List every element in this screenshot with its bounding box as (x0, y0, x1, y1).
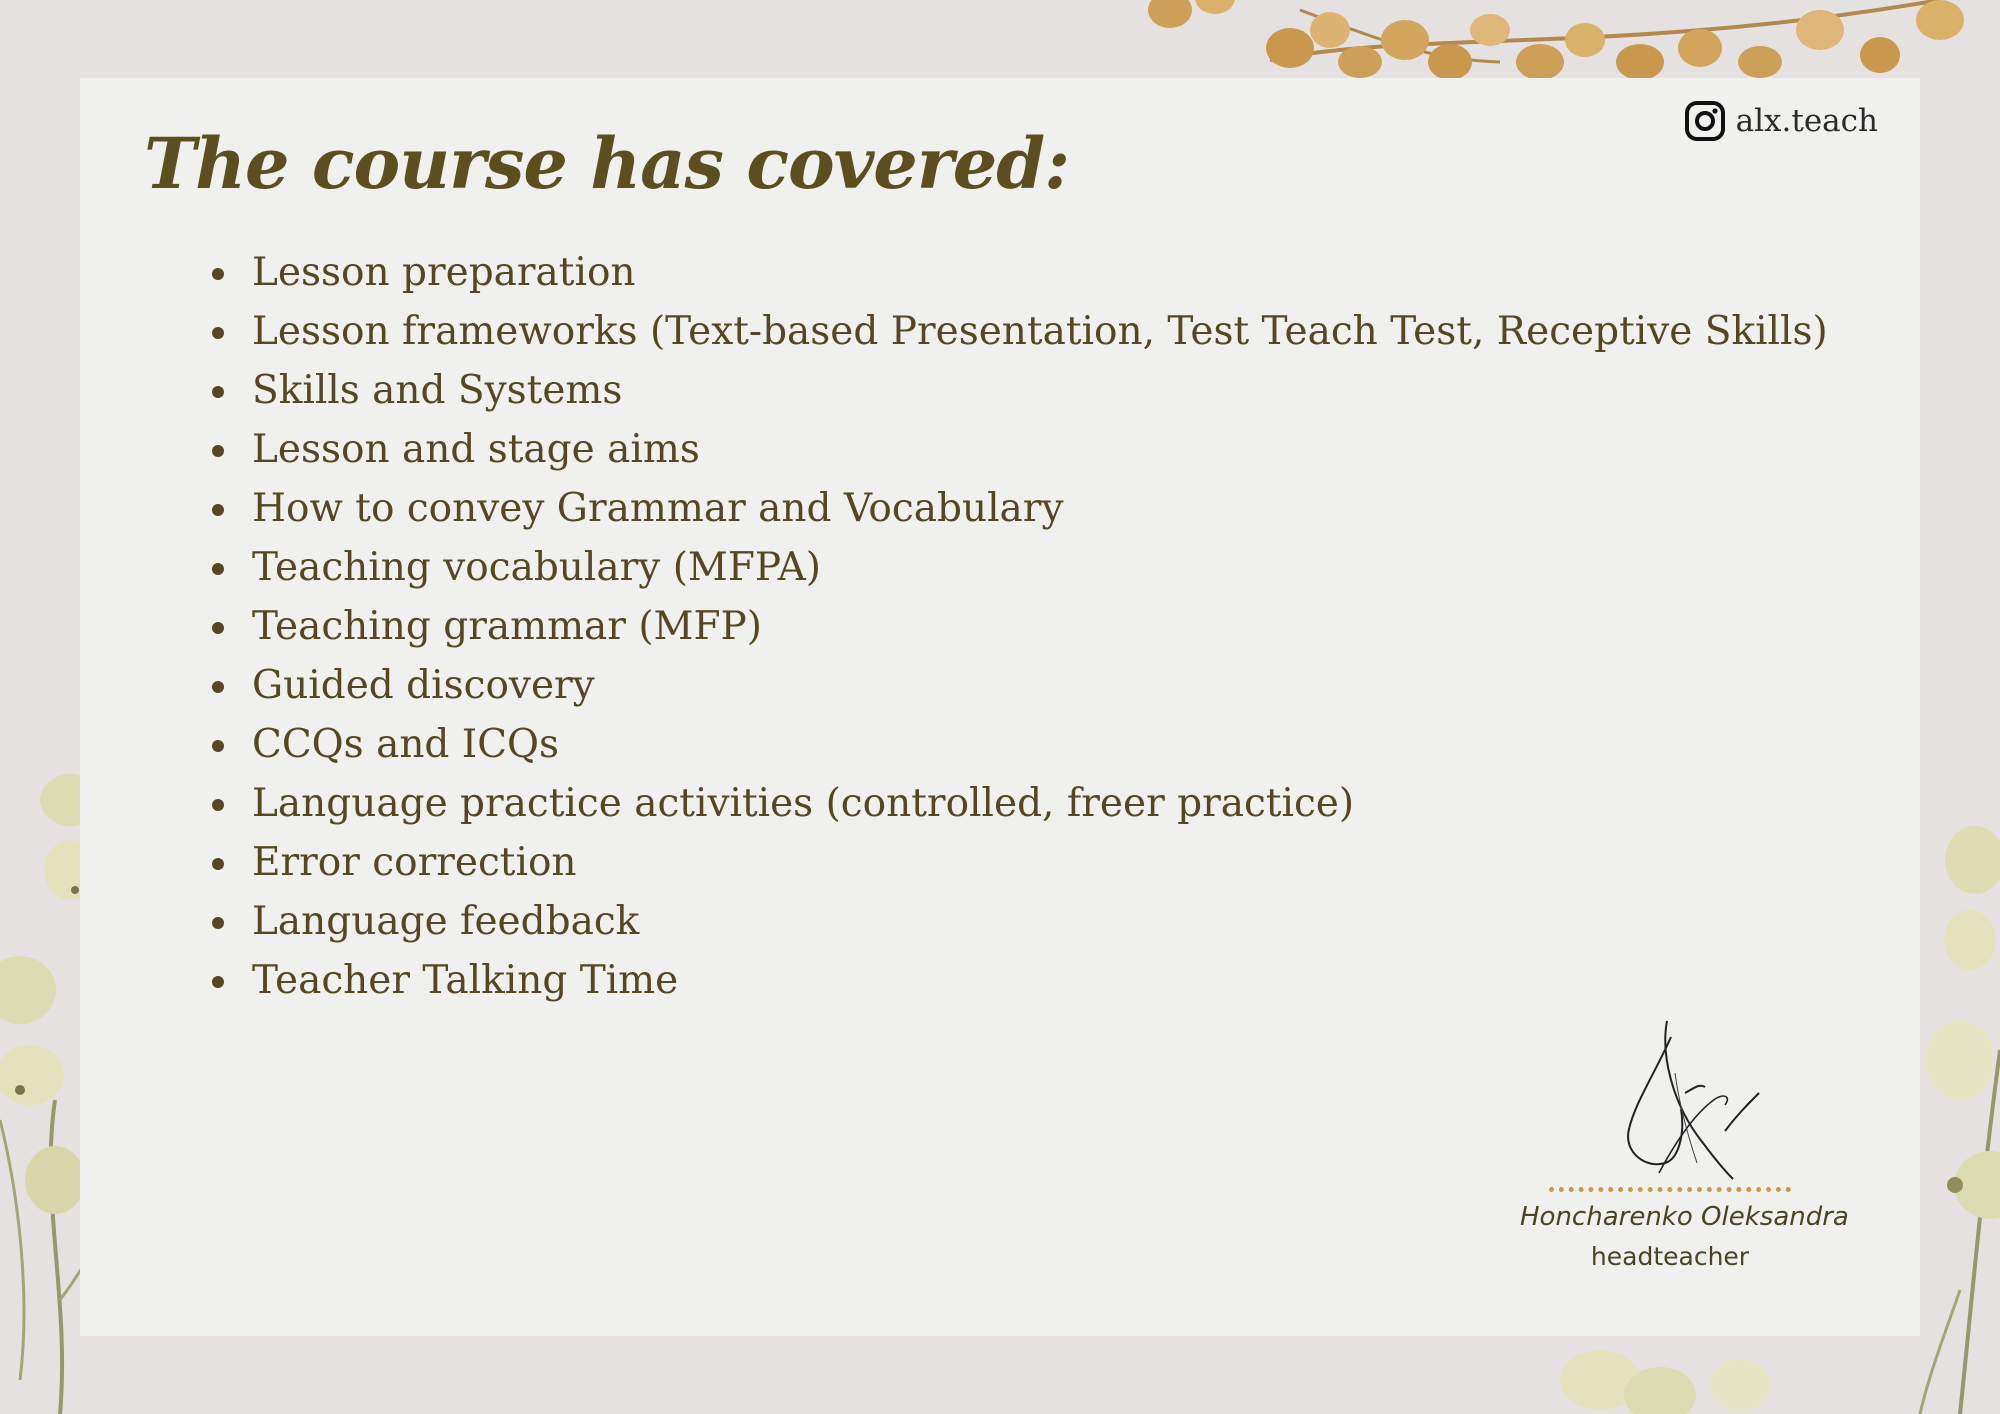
instagram-icon (1684, 100, 1726, 142)
list-item: Guided discovery (212, 656, 1828, 715)
social-handle[interactable] (1684, 100, 1878, 142)
list-item: Lesson and stage aims (212, 420, 1828, 479)
list-item: Error correction (212, 833, 1828, 892)
list-item: Lesson frameworks (Text-based Presentation, Test Teach Test, Receptive Skills) (212, 302, 1828, 361)
list-item: Teaching grammar (MFP) (212, 597, 1828, 656)
topics-list (212, 243, 1828, 1010)
signer-role: headteacher (1590, 1242, 1750, 1271)
list-item: Language practice activities (controlled, freer practice) (212, 774, 1828, 833)
list-item: How to convey Grammar and Vocabulary (212, 479, 1828, 538)
handwritten-signature (1575, 1013, 1765, 1185)
list-item: Teaching vocabulary (MFPA) (212, 538, 1828, 597)
certificate-card (80, 78, 1920, 1336)
page-title: The course has covered: (144, 122, 1070, 205)
list-item: Lesson preparation (212, 243, 1828, 302)
gold-leaf-branch (1148, 0, 1964, 80)
signature-block (1520, 1013, 1849, 1271)
list-item: Language feedback (212, 892, 1828, 951)
list-item: Skills and Systems (212, 361, 1828, 420)
list-item: CCQs and ICQs (212, 715, 1828, 774)
list-item: Teacher Talking Time (212, 951, 1828, 1010)
signer-name: Honcharenko Oleksandra (1520, 1202, 1849, 1232)
signature-line (1549, 1187, 1791, 1192)
instagram-handle: alx.teach (1735, 103, 1878, 139)
